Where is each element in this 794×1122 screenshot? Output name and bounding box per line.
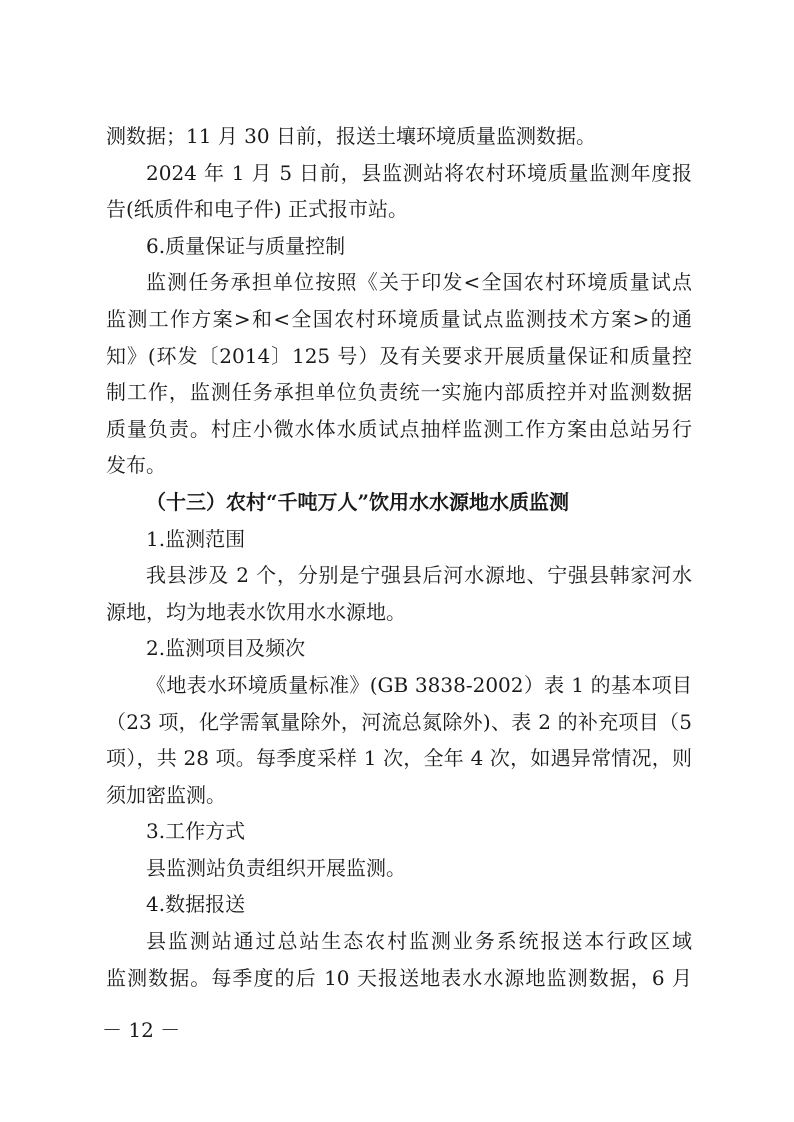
text-line: 监测数据。每季度的后 10 天报送地表水水源地监测数据，6 月 <box>106 965 692 990</box>
text-line: 质量负责。村庄小微水体水质试点抽样监测工作方案由总站另行 <box>106 416 692 441</box>
section-heading: 1.监测范围 <box>146 526 246 551</box>
text-line: 测数据；11 月 30 日前，报送土壤环境质量监测数据。 <box>106 124 596 148</box>
section-heading: 4.数据报送 <box>146 892 246 917</box>
page-number: － 12 － <box>102 1018 181 1042</box>
text-line: 县监测站负责组织开展监测。 <box>146 855 406 880</box>
text-line: 县监测站通过总站生态农村监测业务系统报送本行政区域 <box>146 929 692 954</box>
text-line: 须加密监测。 <box>106 782 226 807</box>
text-line: 发布。 <box>106 453 166 478</box>
document-body <box>106 118 692 996</box>
text-line: 告(纸质件和电子件) 正式报市站。 <box>106 197 408 222</box>
section-heading: 3.工作方式 <box>146 819 246 844</box>
text-line: 监测工作方案>和<全国农村环境质量试点监测技术方案>的通 <box>106 306 692 331</box>
text-line: 制工作，监测任务承担单位负责统一实施内部质控并对监测数据 <box>106 380 692 405</box>
text-line: 知》(环发〔2014〕125 号）及有关要求开展质量保证和质量控 <box>106 343 692 368</box>
section-heading: 2.监测项目及频次 <box>146 636 306 661</box>
text-line: 我县涉及 2 个，分别是宁强县后河水源地、宁强县韩家河水 <box>146 563 692 588</box>
chapter-heading: （十三）农村“千吨万人”饮用水水源地水质监测 <box>146 489 570 514</box>
text-line: 监测任务承担单位按照《关于印发<全国农村环境质量试点 <box>146 270 692 295</box>
text-line: 《地表水环境质量标准》(GB 3838-2002）表 1 的基本项目 <box>146 672 692 697</box>
text-line: （23 项，化学需氧量除外，河流总氮除外)、表 2 的补充项目（5 <box>106 709 692 734</box>
text-line: 源地，均为地表水饮用水水源地。 <box>106 599 406 624</box>
text-line: 2024 年 1 月 5 日前，县监测站将农村环境质量监测年度报 <box>146 160 692 185</box>
text-line: 项），共 28 项。每季度采样 1 次，全年 4 次，如遇异常情况，则 <box>106 746 692 771</box>
section-heading: 6.质量保证与质量控制 <box>146 233 346 258</box>
